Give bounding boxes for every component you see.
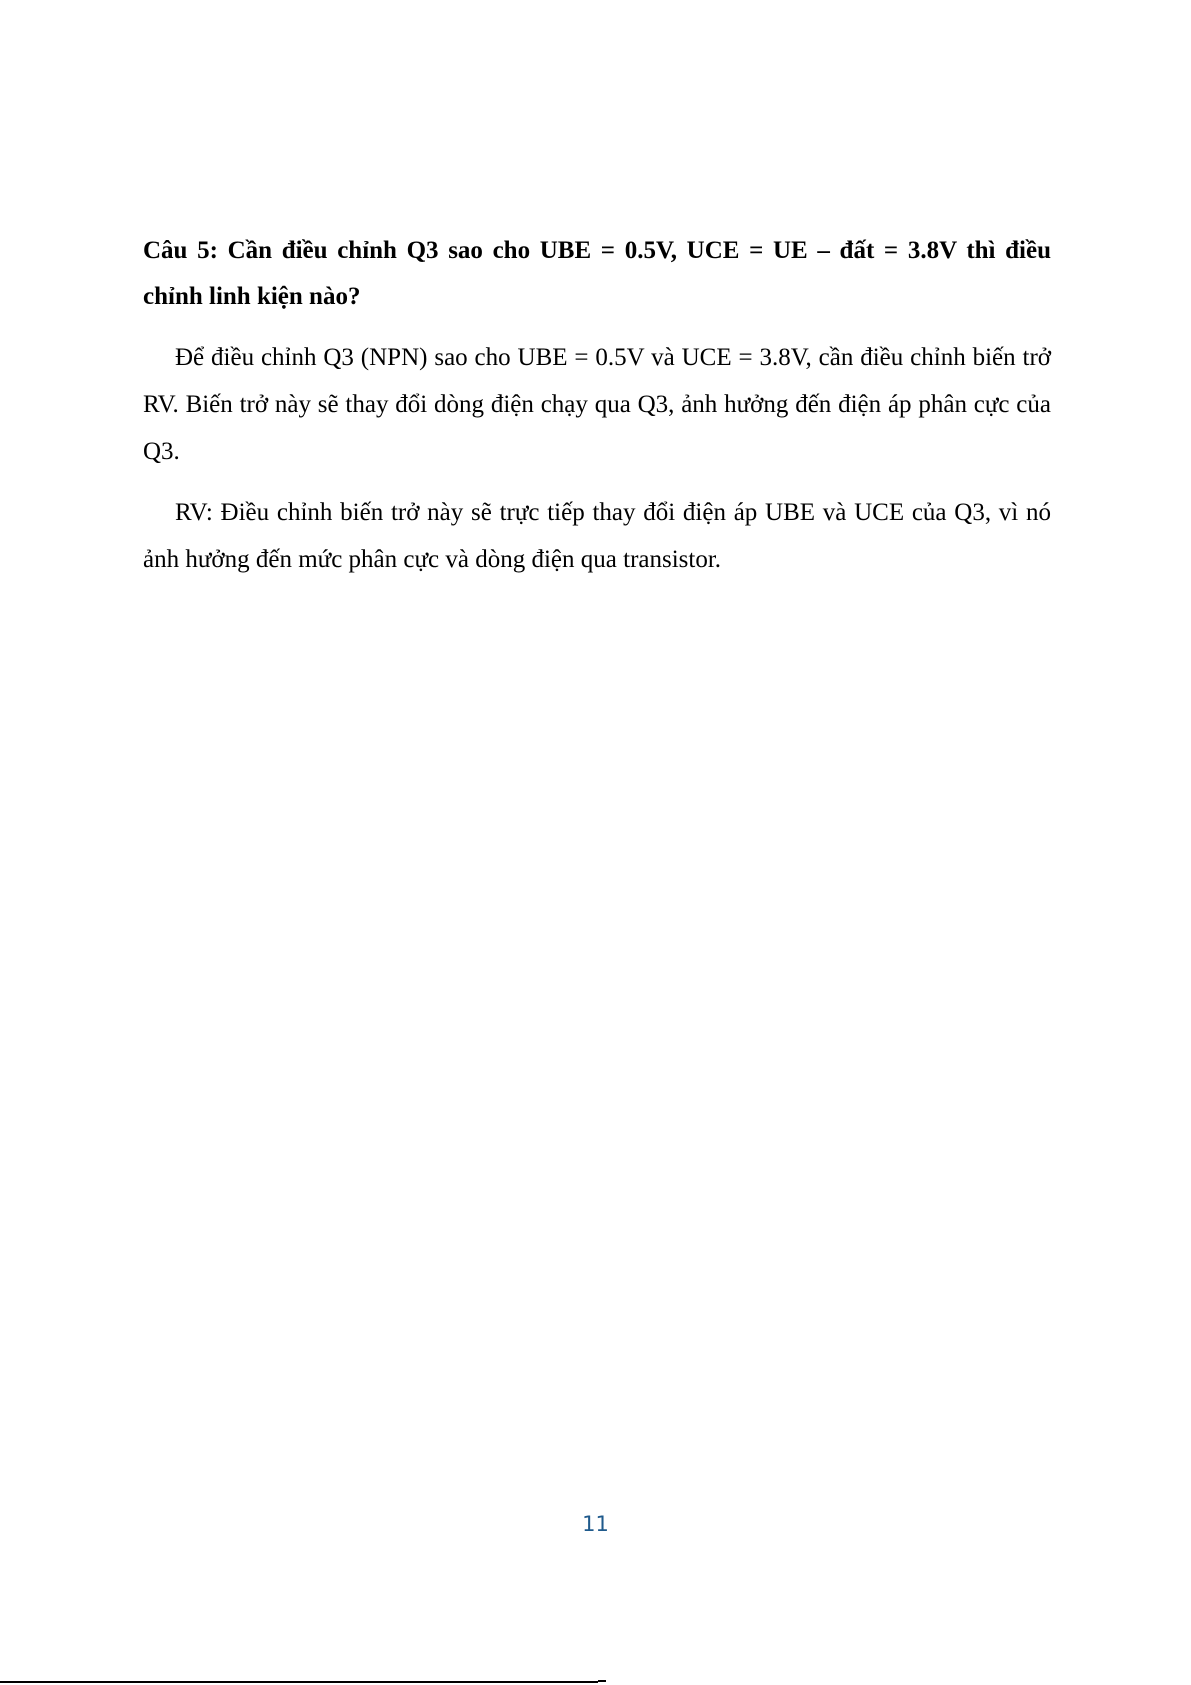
question-heading: Câu 5: Cần điều chỉnh Q3 sao cho UBE = 0.5V, UCE = UE – đất = 3.8V thì điều chỉnh linh kiện nào? <box>143 237 1051 310</box>
footer-rule-end <box>598 1680 606 1682</box>
page-number: 11 <box>582 1512 609 1536</box>
answer-paragraph: Để điều chỉnh Q3 (NPN) sao cho UBE = 0.5V và UCE = 3.8V, cần điều chỉnh biến trở RV. Biến trở này sẽ thay đổi dòng điện chạy qua Q3, ảnh hưởng đến điện áp phân cực của Q3. <box>143 344 1051 465</box>
footer-rule <box>0 1681 598 1683</box>
explanation-paragraph: RV: Điều chỉnh biến trở này sẽ trực tiếp thay đổi điện áp UBE và UCE của Q3, vì nó ảnh hưởng đến mức phân cực và dòng điện qua transistor. <box>143 499 1051 573</box>
page-content <box>143 228 1051 597</box>
